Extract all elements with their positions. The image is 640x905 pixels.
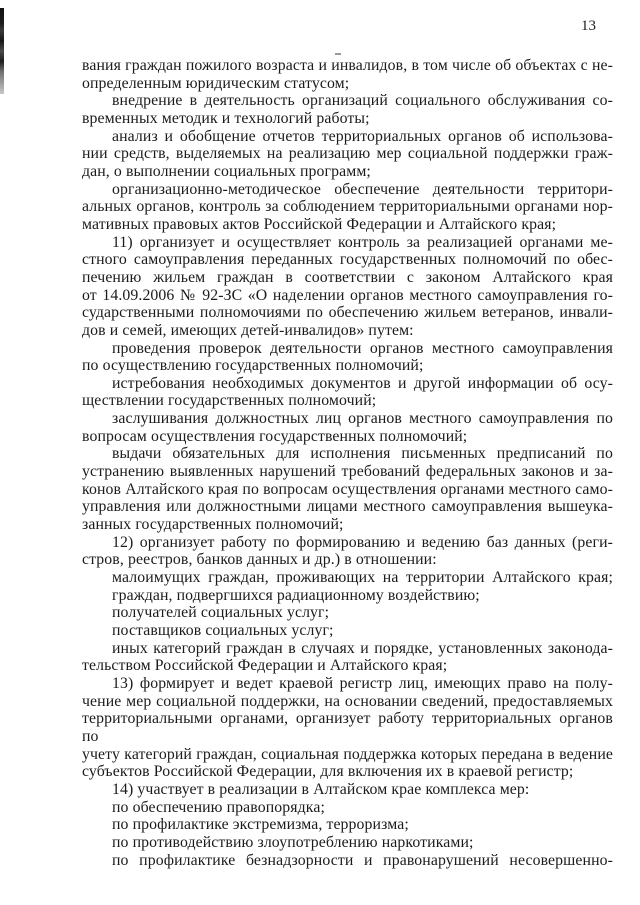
text-line: сударственными полномочиями по обеспечению жильем ветеранов, инвали- (82, 304, 613, 322)
text-line: вания граждан пожилого возраста и инвалидов, в том числе об объектах с не- (82, 57, 613, 74)
text-line: от 14.09.2006 № 92-ЗС «О наделении органов местного самоуправления го- (82, 286, 613, 304)
text-line: 12) организует работу по формированию и ведению баз данных (реги- (112, 533, 613, 551)
text-line: альных органов, контроль за соблюдением территориальными органами нор- (82, 198, 613, 216)
text-line: организационно-методическое обеспечение деятельности территори- (112, 180, 613, 198)
text-line: субъектов Российской Федерации, для включения их в краевой регистр; (82, 763, 574, 781)
text-line: иных категорий граждан в случаях и порядке, установленных законода- (112, 639, 613, 657)
text-line: граждан, подвергшихся радиационному воздействию; (112, 586, 480, 604)
text-line: дан, о выполнении социальных программ; (82, 162, 371, 180)
scan-artifact-speck (335, 53, 341, 55)
text-line: чение мер социальной поддержки, на основании сведений, предоставляемых (82, 692, 613, 710)
text-line: истребования необходимых документов и другой информации об осу- (112, 374, 613, 392)
text-line: получателей социальных услуг; (112, 604, 330, 622)
text-line: территориальными органами, организует работу территориальных органов по (82, 710, 613, 745)
text-line: 14) участвует в реализации в Алтайском крае комплекса мер: (112, 780, 530, 798)
text-line: по обеспечению правопорядка; (112, 798, 325, 816)
text-line: печению жильем граждан в соответствии с законом Алтайского края (82, 268, 613, 286)
text-line: стного самоуправления переданных государственных полномочий по обес- (82, 251, 613, 269)
text-line: ществлении государственных полномочий; (82, 392, 377, 410)
text-line: малоимущих граждан, проживающих на территории Алтайского края; (112, 569, 613, 587)
text-line: устранению выявленных нарушений требований федеральных законов и за- (82, 463, 613, 481)
text-line: управления или должностными лицами местного самоуправления вышеука- (82, 498, 613, 516)
text-line: занных государственных полномочий; (82, 516, 344, 534)
text-line: тельством Российской Федерации и Алтайского края; (82, 657, 448, 675)
text-line: нии средств, выделяемых на реализацию мер социальной поддержки граж- (82, 145, 613, 163)
text-line: вопросам осуществления государственных полномочий; (82, 427, 468, 445)
text-line: внедрение в деятельность организаций социального обслуживания со- (112, 92, 613, 110)
text-line: временных методик и технологий работы; (82, 109, 370, 127)
text-line: проведения проверок деятельности органов местного самоуправления (112, 339, 613, 357)
text-line: анализ и обобщение отчетов территориальных органов об использова- (112, 127, 613, 145)
document-text-block (82, 57, 613, 869)
text-line: стров, реестров, банков данных и др.) в отношении: (82, 551, 437, 569)
text-line: учету категорий граждан, социальная поддержка которых передана в ведение (82, 745, 613, 763)
text-line: дов и семей, имеющих детей-инвалидов» путем: (82, 321, 414, 339)
text-line: выдачи обязательных для исполнения письменных предписаний по (112, 445, 613, 463)
text-line: по осуществлению государственных полномочий; (82, 357, 424, 375)
text-line: заслушивания должностных лиц органов местного самоуправления по (112, 410, 613, 428)
text-line: 11) организует и осуществляет контроль за реализацией органами ме- (112, 233, 613, 251)
text-line: 13) формирует и ведет краевой регистр лиц, имеющих право на полу- (112, 674, 613, 692)
text-line: по противодействию злоупотреблению наркотиками; (112, 833, 474, 851)
page-number: 13 (581, 18, 596, 34)
text-line: по профилактике экстремизма, терроризма; (112, 816, 409, 834)
text-line: конов Алтайского края по вопросам осуществления органами местного само- (82, 480, 613, 498)
text-line: по профилактике безнадзорности и правонарушений несовершенно- (112, 851, 613, 869)
text-line: поставщиков социальных услуг; (112, 622, 334, 639)
text-line: определенным юридическим статусом; (82, 74, 350, 92)
scan-artifact-binding-edge (0, 8, 4, 94)
text-line: мативных правовых актов Российской Федерации и Алтайского края; (82, 215, 557, 233)
